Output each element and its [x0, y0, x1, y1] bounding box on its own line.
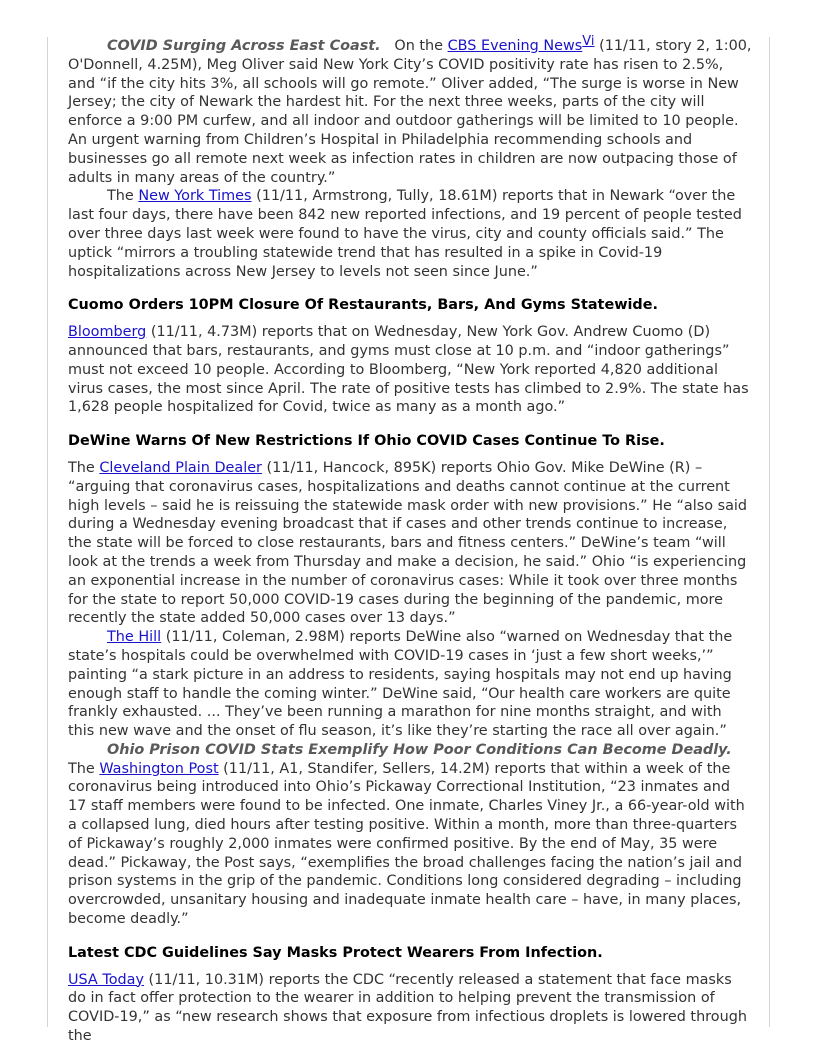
the-hill-link[interactable]: The Hill [107, 629, 162, 646]
bloomberg-link[interactable]: Bloomberg [68, 324, 147, 341]
cbs-evening-news-link[interactable]: CBS Evening News [447, 38, 583, 54]
story-a-p2-post: (11/11, Armstrong, Tully, 18.61M) reports that in Newark “over the last four days, there have been 842 new reported infections, and 19 percent of people tested over three days last week were found to have the virus, city and county officials said.” The uptick “mirrors a troubling statewide trend that has resulted in a spike in Covid-19 hospitalizations across New Jersey to levels not seen since June.” [68, 188, 742, 280]
story-c-paragraph-2 [68, 628, 752, 741]
headline-dewine: DeWine Warns Of New Restrictions If Ohio COVID Cases Continue To Rise. [68, 433, 665, 450]
story-a-paragraph-2 [68, 187, 752, 281]
new-york-times-link[interactable]: New York Times [138, 188, 252, 205]
story-c-paragraph-1 [68, 459, 752, 628]
story-c-p3-post: (11/11, A1, Standifer, Sellers, 14.2M) reports that within a week of the coronavirus being introduced into Ohio’s Pickaway Correctional Institution, “23 inmates and 17 staff members were found to be infected. One inmate, Charles Viney Jr., a 66-year-old with a collapsed lung, died hours after testing positive. Within a month, more than three-quarters of Pickaway’s roughly 2,000 inmates were confirmed positive. By the end of May, 35 were dead.” Pickaway, the Post says, “exemplifies the broad challenges facing the nation’s jail and prison systems in the grip of the pandemic. Conditions long considered degrading – including overcrowded, unsanitary housing and inadequate inmate health care – have, in many places, become deadly.” [68, 760, 745, 928]
washington-post-link[interactable]: Washington Post [99, 760, 219, 777]
headline-cuomo: Cuomo Orders 10PM Closure Of Restaurants, Bars, And Gyms Statewide. [68, 297, 658, 314]
ohio-prison-sub-lead: Ohio Prison COVID Stats Exemplify How Poor Conditions Can Become Deadly. [107, 741, 732, 758]
story-c-sub-lead [68, 741, 752, 760]
story-a-text-pre: On the [394, 38, 448, 54]
story-c-p1-post: (11/11, Hancock, 895K) reports Ohio Gov. Mike DeWine (R) – “arguing that coronavirus cases, hospitalizations and deaths cannot continue at the current high levels – said he is reissuing the statewide mask order with new provisions.” He “also said during a Wednesday evening broadcast that if cases and other trends continue to increase, the state will be forced to close restaurants, bars and fitness centers.” DeWine’s team “will look at the trends a week from Thursday and make a decision, he said.” Ohio “is experiencing an exponential increase in the number of coronavirus cases: While it took over three months for the state to report 50,000 COVID-19 cases during the beginning of the pandemic, more recently the state added 50,000 cases over 13 days.” [68, 459, 748, 627]
story-a-paragraph-1 [68, 34, 752, 187]
story-c-paragraph-3 [68, 760, 752, 929]
document-body [68, 34, 752, 1046]
story-a-p2-pre: The [107, 188, 139, 205]
story-a-text-post: (11/11, story 2, 1:00, O'Donnell, 4.25M), Meg Oliver said New York City’s COVID positivity rate has risen to 2.5%, and “if the city hits 3%, all schools will go remote.” Oliver added, “The surge is worse in New Jersey; the city of Newark the hardest hit. For the next three weeks, parts of the city will enforce a 9:00 PM curfew, and all indoor and outdoor gatherings will be limited to 10 people. An urgent warning from Children’s Hospital in Philadelphia recommending schools and businesses go all remote next week as infection rates in children are now outpacing those of adults in many areas of the country.” [68, 38, 752, 186]
headline-cdc-masks: Latest CDC Guidelines Say Masks Protect Wearers From Infection. [68, 944, 603, 961]
story-c-p1-pre: The [68, 459, 100, 476]
story-b-paragraph-1 [68, 323, 752, 417]
story-b-text: (11/11, 4.73M) reports that on Wednesday, New York Gov. Andrew Cuomo (D) announced that bars, restaurants, and gyms must close at 10 p.m. and “indoor gatherings” must not exceed 10 people. According to Bloomberg, “New York reported 4,820 additional virus cases, the most since April. The rate of positive tests has climbed to 2.9%. The state has 1,628 people hospitalized for Covid, twice as many as a month ago.” [68, 324, 749, 416]
story-c-p2-post: (11/11, Coleman, 2.98M) reports DeWine also “warned on Wednesday that the state’s hospitals could be overwhelmed with COVID-19 cases in ‘just a few short weeks,’” painting “a stark picture in an address to residents, saying hospitals may not end up having enough staff to handle the coming winter.” DeWine said, “Our health care workers are quite frankly exhausted. ... They’ve been running a marathon for nine months straight, and with this new wave and the onset of flu season, it’s like they’re starting the race all over again.” [68, 629, 733, 740]
story-d-paragraph-1 [68, 971, 752, 1046]
story-d-text: (11/11, 10.31M) reports the CDC “recently released a statement that face masks do in fact offer protection to the wearer in addition to helping prevent the transmission of COVID-19,” as “new research shows that exposure from infectious droplets is lowered through the [68, 971, 747, 1045]
story-c-p3-pre: The [68, 760, 100, 777]
cleveland-plain-dealer-link[interactable]: Cleveland Plain Dealer [99, 459, 262, 476]
video-footnote-link[interactable]: Vi [582, 34, 595, 49]
usa-today-link[interactable]: USA Today [68, 971, 144, 988]
story-a-lead: COVID Surging Across East Coast. [107, 38, 381, 54]
